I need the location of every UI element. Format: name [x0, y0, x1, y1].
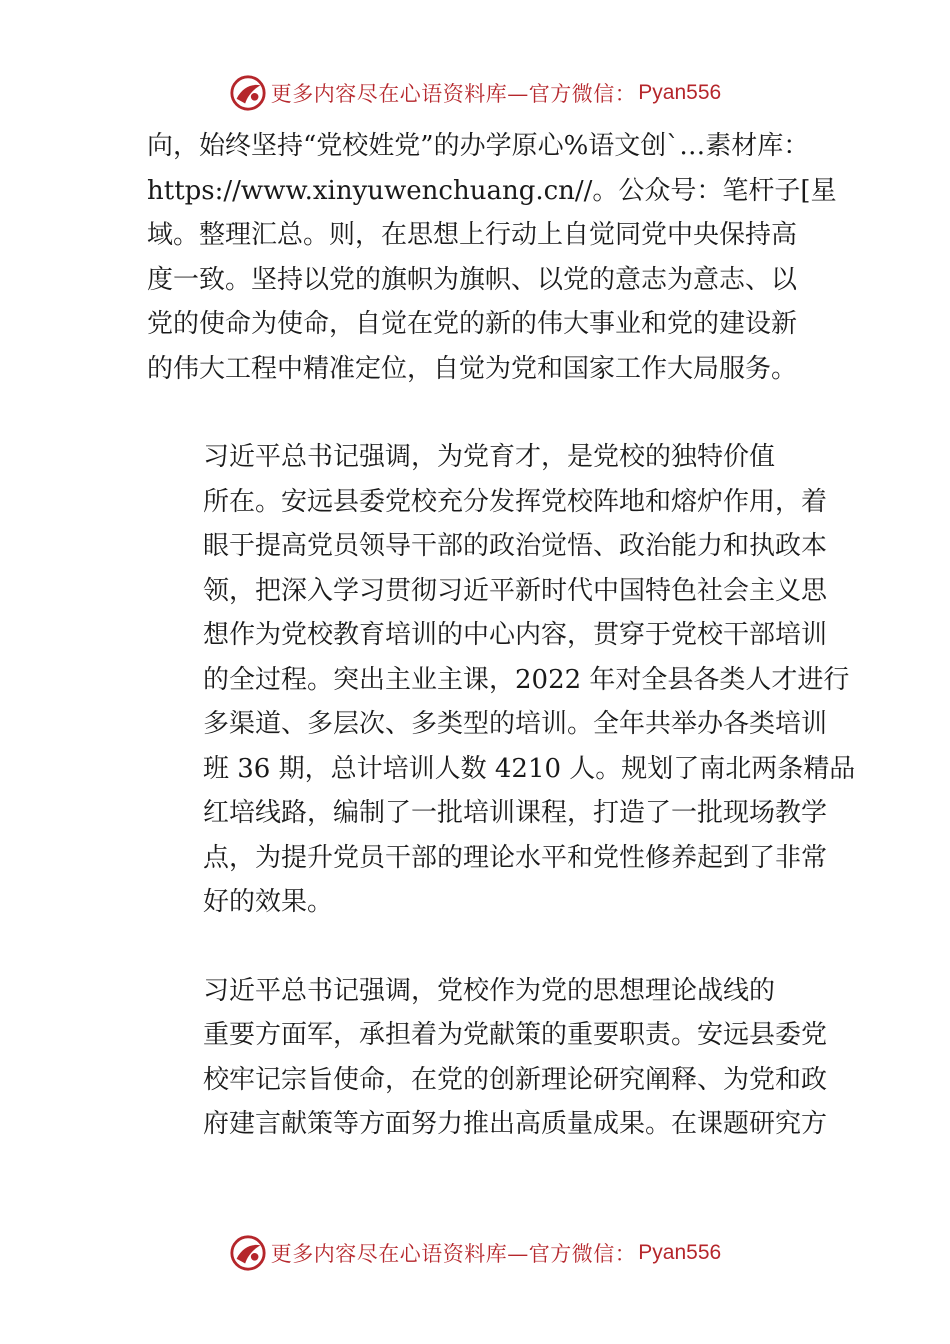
paragraph-line: 红培线路，编制了一批培训课程，打造了一批现场教学: [203, 798, 828, 828]
paragraph: [147, 124, 837, 391]
paragraph-line: https://www.xinyuwenchuang.cn//。公众号：笔杆子[星: [147, 175, 837, 206]
paragraph-line: 班 36 期，总计培训人数 4210 人。规划了南北两条精品: [203, 753, 856, 784]
paragraph-line: 多渠道、多层次、多类型的培训。全年共举办各类培训: [203, 709, 828, 739]
header-banner-text: 更多内容尽在心语资料库—官方微信：: [270, 82, 637, 106]
red-seal-logo-icon: [229, 1234, 267, 1272]
paragraph-line: 向，始终坚持“党校姓党”的办学原心%语文创`…素材库：: [147, 131, 810, 161]
paragraph-line: 度一致。坚持以党的旗帜为旗帜、以党的意志为意志、以: [147, 264, 798, 295]
paragraph-line: 点，为提升党员干部的理论水平和党性修养起到了非常: [203, 842, 828, 873]
paragraph: [147, 435, 856, 925]
paragraph-line: 重要方面军，承担着为党献策的重要职责。安远县委党: [203, 1020, 828, 1050]
paragraph-line: 好的效果。: [203, 887, 334, 917]
footer-banner-text: 更多内容尽在心语资料库—官方微信：: [270, 1242, 637, 1266]
paragraph-line: 习近平总书记强调，党校作为党的思想理论战线的: [203, 975, 776, 1006]
paragraph-line: 校牢记宗旨使命，在党的创新理论研究阐释、为党和政: [203, 1064, 828, 1095]
paragraph-line: 域。整理汇总。则，在思想上行动上自觉同党中央保持高: [147, 220, 798, 250]
red-seal-logo-icon: [229, 74, 267, 112]
paragraph-line: 的全过程。突出主业主课，2022 年对全县各类人才进行: [203, 664, 850, 695]
paragraph-line: 府建言献策等方面努力推出高质量成果。在课题研究方: [203, 1109, 828, 1139]
header-banner: [0, 70, 950, 116]
paragraph-line: 党的使命为使命，自觉在党的新的伟大事业和党的建设新: [147, 309, 798, 339]
paragraph-line: 领，把深入学习贯彻习近平新时代中国特色社会主义思: [203, 575, 828, 606]
paragraph-line: 的伟大工程中精准定位，自觉为党和国家工作大局服务。: [147, 353, 798, 384]
header-wechat-id: Pyan556: [638, 81, 722, 104]
paragraph-line: 眼于提高党员领导干部的政治觉悟、政治能力和执政本: [203, 531, 828, 561]
paragraph-line: 习近平总书记强调，为党育才，是党校的独特价值: [203, 442, 776, 472]
document-body: [147, 124, 856, 1147]
footer-wechat-id: Pyan556: [638, 1241, 722, 1264]
paragraph-line: 所在。安远县委党校充分发挥党校阵地和熔炉作用，着: [203, 486, 828, 517]
paragraph: [147, 969, 837, 1147]
footer-banner: [0, 1230, 950, 1276]
paragraph-line: 想作为党校教育培训的中心内容，贯穿于党校干部培训: [203, 620, 828, 650]
